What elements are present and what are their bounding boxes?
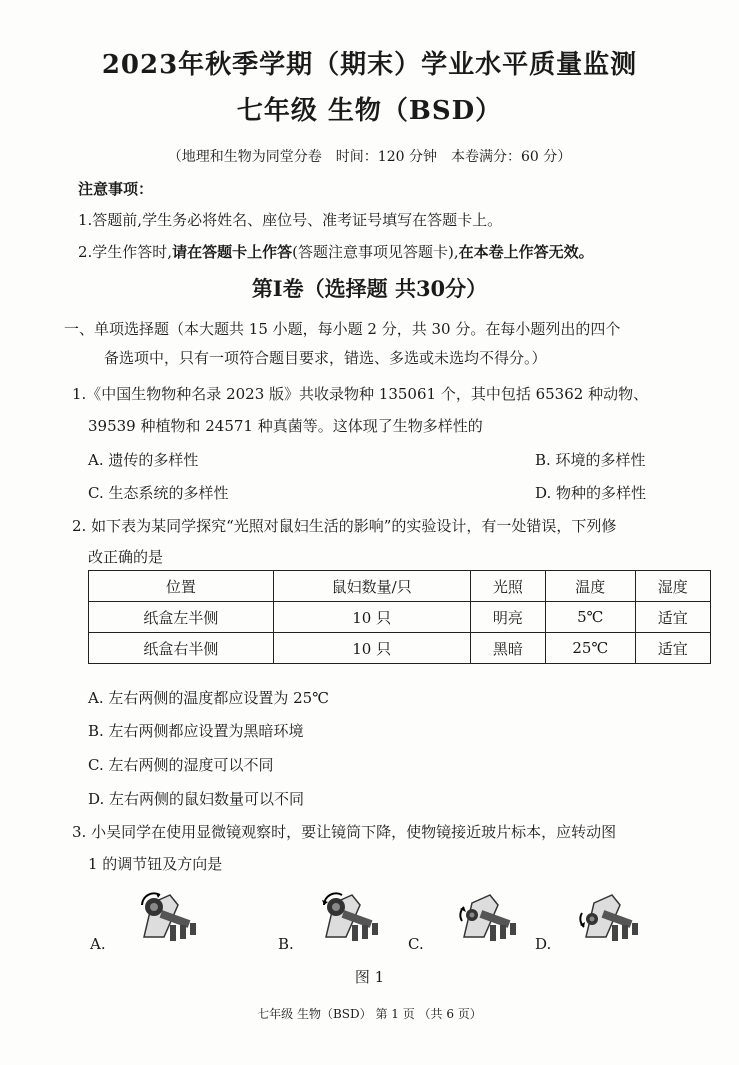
figure-caption: 图 1 <box>354 968 385 986</box>
part-instructions-line2: 备选项中，只有一项符合题目要求，错选、多选或未选均不得分。） <box>104 349 547 367</box>
table-cell: 25℃ <box>546 633 636 664</box>
table-cell: 10 只 <box>273 602 470 633</box>
q2-stem-line1: 2. 如下表为某同学探究“光照对鼠妇生活的影响”的实验设计，有一处错误，下列修 <box>72 517 617 535</box>
q3-stem-line1: 3. 小吴同学在使用显微镜观察时，要让镜筒下降，使物镜接近玻片标本，应转动图 <box>72 823 617 841</box>
table-cell: 纸盒右半侧 <box>89 633 274 664</box>
notice-item-2-bold1: 请在答题卡上作答 <box>172 243 293 261</box>
q2-option-b: B. 左右两侧都应设置为黑暗环境 <box>88 722 304 740</box>
microscope-option-b-image <box>312 885 382 945</box>
table-header-row <box>89 571 711 602</box>
microscope-option-c-image <box>450 885 520 945</box>
table-cell: 黑暗 <box>470 633 545 664</box>
table-header-cell: 温度 <box>546 571 636 602</box>
notice-item-2-mid: (答题注意事项见答题卡), <box>292 243 459 261</box>
table-cell: 适宜 <box>635 602 710 633</box>
table-row <box>89 602 711 633</box>
section-title: 第Ⅰ卷（选择题 共30分） <box>251 276 488 301</box>
q1-option-a: A. 遗传的多样性 <box>88 451 199 469</box>
q2-option-a: A. 左右两侧的温度都应设置为 25℃ <box>88 689 330 707</box>
exam-title: 2023年秋季学期（期末）学业水平质量监测 <box>101 50 638 80</box>
q3-option-c: C. <box>408 935 424 953</box>
notice-item-1: 1.答题前,学生务必将姓名、座位号、准考证号填写在答题卡上。 <box>78 211 503 229</box>
q3-option-d: D. <box>535 935 552 953</box>
microscope-option-a-image <box>130 885 200 945</box>
q1-option-b: B. 环境的多样性 <box>535 451 646 469</box>
notice-item-2-pre: 2.学生作答时, <box>78 243 173 261</box>
table-cell: 适宜 <box>635 633 710 664</box>
notice-item-2-bold2: 在本卷上作答无效。 <box>458 243 594 261</box>
table-cell: 10 只 <box>273 633 470 664</box>
microscope-option-d-image <box>572 885 642 945</box>
q2-stem-line2: 改正确的是 <box>88 548 164 566</box>
q1-option-d: D. 物种的多样性 <box>535 484 647 502</box>
notice-heading: 注意事项： <box>78 180 154 198</box>
table-header-cell: 位置 <box>89 571 274 602</box>
q2-option-c: C. 左右两侧的湿度可以不同 <box>88 756 274 774</box>
table-cell: 明亮 <box>470 602 545 633</box>
q2-option-d: D. 左右两侧的鼠妇数量可以不同 <box>88 790 305 808</box>
q1-stem-line1: 1.《中国生物物种名录 2023 版》共收录物种 135061 个，其中包括 65362 种动物、 <box>72 385 649 403</box>
exam-subject: 七年级 生物（BSD） <box>236 96 503 126</box>
table-cell: 5℃ <box>546 602 636 633</box>
part-instructions-line1: 一、单项选择题（本大题共 15 小题，每小题 2 分，共 30 分。在每小题列出的四个 <box>64 320 621 338</box>
exam-info: （地理和生物为同堂分卷 时间：120 分钟 本卷满分：60 分） <box>167 149 572 165</box>
q3-option-a: A. <box>90 935 106 953</box>
notice-item-2 <box>78 241 594 262</box>
table-cell: 纸盒左半侧 <box>89 602 274 633</box>
table-row <box>89 633 711 664</box>
table-header-cell: 湿度 <box>635 571 710 602</box>
q1-stem-line2: 39539 种植物和 24571 种真菌等。这体现了生物多样性的 <box>88 417 483 435</box>
q1-option-c: C. 生态系统的多样性 <box>88 484 229 502</box>
table-header-cell: 鼠妇数量/只 <box>273 571 470 602</box>
q3-stem-line2: 1 的调节钮及方向是 <box>88 855 223 873</box>
table-header-cell: 光照 <box>470 571 545 602</box>
page-footer: 七年级 生物（BSD） 第 1 页 （共 6 页） <box>257 1007 482 1021</box>
experiment-table <box>88 570 711 664</box>
q3-option-b: B. <box>278 935 294 953</box>
